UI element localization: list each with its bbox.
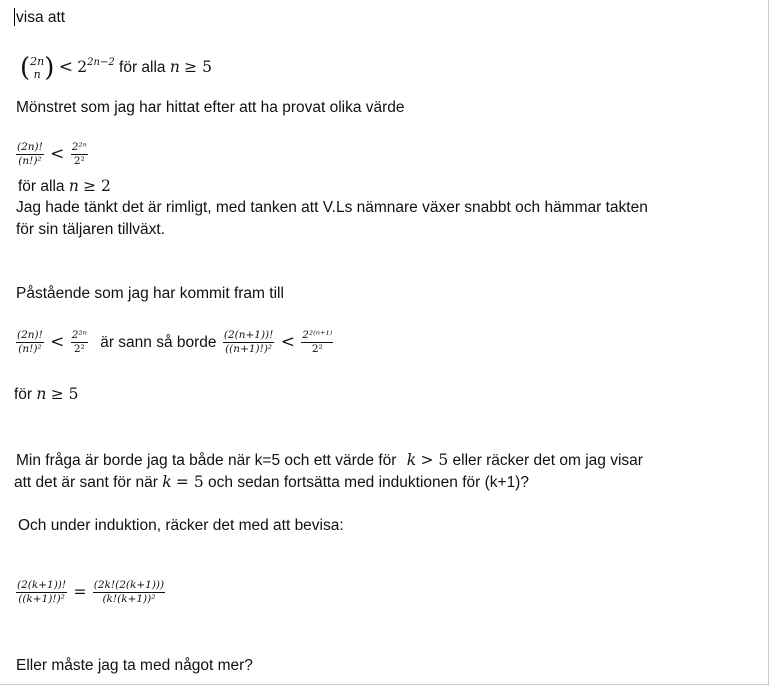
- eq-value: = 5: [175, 473, 204, 491]
- claim-line[interactable]: [20, 48, 212, 83]
- then-text: är sann så borde: [100, 334, 217, 351]
- variable-k: k: [162, 473, 172, 491]
- less-than-sign: <: [280, 332, 295, 352]
- question-text-a: att det är sant för när: [14, 474, 158, 491]
- fraction-lhs-next: [223, 329, 275, 356]
- heading-line[interactable]: [16, 8, 65, 28]
- induction-text: Och under induktion, räcker det med att bevisa:: [18, 517, 344, 534]
- pattern-line[interactable]: [16, 98, 405, 118]
- reasoning-line-1[interactable]: [16, 198, 648, 218]
- less-than-sign: <: [50, 332, 65, 352]
- fraction-rhs-next: [301, 329, 333, 356]
- question-text-b: eller räcker det om jag visar: [452, 452, 643, 469]
- fraction-numerator: (2(n+1))!: [223, 329, 274, 342]
- less-than-sign: <: [50, 144, 65, 164]
- statement-intro-line[interactable]: [16, 284, 284, 304]
- fraction-numerator: (2n)!: [17, 329, 43, 342]
- fraction-rhs: [93, 579, 165, 606]
- fraction-denominator: ((n+1)!)²: [225, 343, 273, 356]
- closing-line[interactable]: [16, 656, 253, 676]
- equals-sign: =: [73, 583, 87, 601]
- binom-right-paren: ): [44, 52, 55, 83]
- for-n-line[interactable]: [14, 384, 78, 405]
- binomial-coefficient: [20, 53, 54, 83]
- variable-n: n: [36, 385, 47, 403]
- fraction-denominator: 2²: [73, 343, 85, 356]
- fraction-denominator: (n!)²: [18, 155, 42, 168]
- reasoning-text: för sin täljaren tillväxt.: [16, 221, 166, 238]
- fraction-denominator: 2²: [311, 343, 323, 356]
- heading-text: visa att: [16, 9, 66, 26]
- fraction-numerator: (2n)!: [17, 141, 43, 154]
- for-all-line[interactable]: [18, 176, 111, 197]
- for-text: för: [14, 386, 33, 403]
- geq-bound: ≥ 5: [184, 58, 212, 76]
- geq-bound: ≥ 2: [83, 177, 111, 195]
- binom-left-paren: (: [20, 52, 31, 83]
- geq-bound: ≥ 5: [50, 385, 79, 403]
- question-text-b: och sedan fortsätta med induktionen för (k+1)?: [208, 474, 529, 491]
- question-text-a: Min fråga är borde jag ta både när k=5 och ett värde för: [16, 452, 397, 469]
- variable-n: n: [169, 58, 180, 76]
- page-border-right: [768, 0, 769, 686]
- fraction-numerator: 2²ⁿ: [71, 329, 87, 342]
- statement-intro-text: Påstående som jag har kommit fram till: [16, 285, 284, 302]
- fraction-numerator: (2(k+1))!: [17, 579, 67, 592]
- fraction-numerator: (2k!(2(k+1))): [93, 579, 165, 592]
- fraction-rhs: [71, 141, 88, 168]
- induction-line[interactable]: [18, 516, 344, 536]
- inequality-1[interactable]: [14, 140, 90, 169]
- fraction-numerator: 2²ⁿ: [71, 141, 87, 154]
- equation-3[interactable]: [14, 576, 167, 609]
- question-line-2[interactable]: [14, 472, 529, 493]
- variable-n: n: [68, 177, 79, 195]
- variable-k: k: [406, 451, 417, 469]
- binom-top: 2n: [30, 54, 45, 68]
- power-base: 2: [77, 58, 88, 76]
- pattern-text: Mönstret som jag har hittat efter att ha provat olika värde: [16, 99, 405, 116]
- fraction-denominator: 2²: [73, 155, 85, 168]
- closing-text: Eller måste jag ta med något mer?: [16, 657, 253, 674]
- fraction-numerator: 2²⁽ⁿ⁺¹⁾: [302, 329, 333, 342]
- fraction-lhs: [16, 579, 67, 606]
- fraction-lhs: [16, 329, 44, 356]
- reasoning-line-2[interactable]: [16, 220, 165, 240]
- fraction-denominator: ((k+1)!)²: [18, 593, 65, 606]
- gt-bound: > 5: [420, 451, 449, 469]
- power-exponent: 2n−2: [87, 57, 115, 68]
- page-border-bottom: [0, 684, 769, 685]
- inequality-2[interactable]: [14, 326, 335, 359]
- less-than-sign: <: [58, 57, 73, 77]
- binom-stack: [30, 55, 44, 81]
- fraction-rhs: [71, 329, 88, 356]
- fraction-denominator: (k!(k+1))²: [102, 593, 156, 606]
- fraction-denominator: (n!)²: [18, 343, 42, 356]
- text-cursor: [14, 8, 15, 26]
- for-all-text: för alla: [18, 178, 65, 195]
- fraction-lhs: [16, 141, 44, 168]
- question-line-1[interactable]: [16, 450, 643, 471]
- for-all-text: för alla: [119, 59, 166, 76]
- binom-bottom: n: [33, 67, 41, 81]
- reasoning-text: Jag hade tänkt det är rimligt, med tanken att V.Ls nämnare växer snabbt och hämmar takten: [16, 199, 648, 216]
